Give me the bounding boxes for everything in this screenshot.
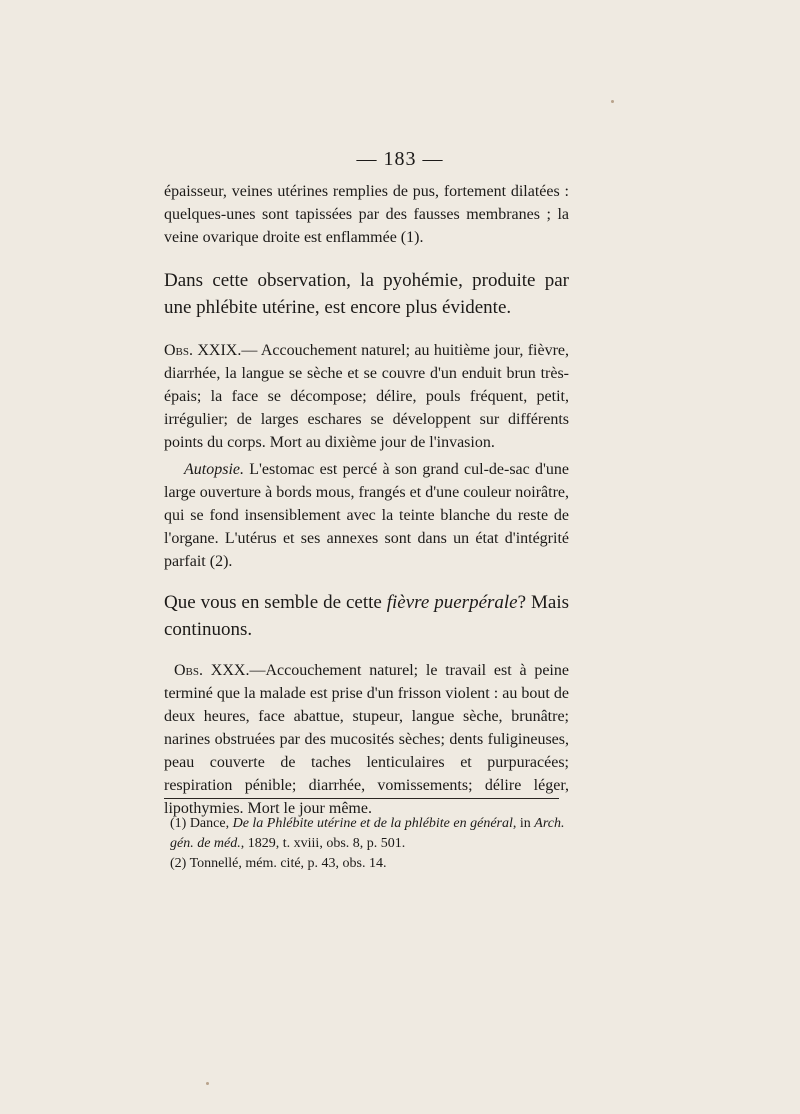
paragraph-autopsie — [164, 458, 569, 573]
obs-29-label: Obs. XXIX. — [164, 342, 242, 359]
remark-2-end: ? Mais continuons. — [164, 592, 569, 640]
autopsie-text: L'estomac est percé à son grand cul-de-sac d'une large ouverture à bords mous, frangés et d'une couleur noirâtre, qui se fond insensiblement avec la teinte blanche du reste de l'organe. L'utérus et ses annexes sont dans un état d'intégrité parfait (2). — [164, 461, 569, 570]
footnote-1-title: De la Phlébite utérine et de la phlébite en général — [232, 816, 513, 831]
paper-speck — [206, 1082, 209, 1085]
paper-speck — [611, 100, 614, 103]
footnote-1-mid: , in — [512, 816, 535, 831]
footnote-1-start: (1) Dance, — [170, 816, 233, 831]
obs-29-text: — Accouchement naturel; au huitième jour, fièvre, diarrhée, la langue se sèche et se couvre d'un enduit brun très-épais; la face se décompose; délire, pouls fréquent, petit, irrégulier; de larges eschares se développent sur différents points du corps. Mort au dixième jour de l'invasion. — [164, 342, 569, 451]
page-number: — 183 — — [356, 148, 444, 170]
paragraph-remark-1: Dans cette observation, la pyohémie, produite par une phlébite utérine, est encore plus évidente. — [164, 270, 569, 318]
paragraph-obs-30 — [164, 659, 569, 820]
obs-30-text: —Accouchement naturel; le travail est à peine terminé que la malade est prise d'un frisson violent : au bout de deux heures, face abattue, stupeur, langue sèche, brunâtre; narines obstruées par des mucosités sèches; dents fuligineuses, peau couverte de taches lenticulaires et purpuracées; respiration pénible; diarrhée, vomissements; délire léger, lipothymies. Mort le jour même. — [164, 662, 569, 817]
footnote-divider — [164, 798, 559, 799]
footnote-2: (2) Tonnellé, mém. cité, p. 43, obs. 14. — [170, 856, 387, 871]
footnotes — [170, 814, 570, 874]
paragraph-continuation: épaisseur, veines utérines remplies de pus, fortement dilatées : quelques-unes sont tapissées par des fausses membranes ; la veine ovarique droite est enflammée (1). — [164, 183, 569, 246]
remark-2-start: Que vous en semble de cette — [164, 592, 387, 613]
paragraph-obs-29 — [164, 339, 569, 454]
footnote-1-journal: Arch. gén. de méd. — [170, 816, 565, 851]
main-text — [164, 180, 569, 820]
footnote-1-end: , 1829, t. xviii, obs. 8, p. 501. — [240, 836, 406, 851]
obs-30-label: Obs. XXX. — [174, 662, 250, 679]
remark-2-italic: fièvre puerpérale — [386, 592, 518, 613]
autopsie-label: Autopsie. — [184, 461, 244, 478]
paragraph-remark-2 — [164, 589, 569, 643]
footnote-1 — [170, 814, 570, 854]
